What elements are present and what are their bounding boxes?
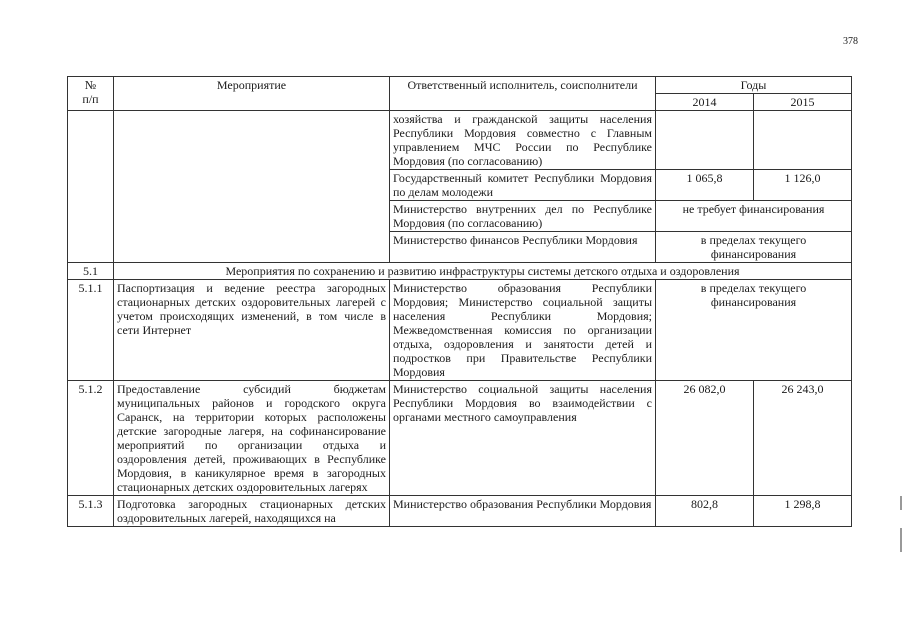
header-executor: Ответственный исполнитель, соисполнители bbox=[390, 77, 656, 111]
cell-2015 bbox=[754, 111, 852, 170]
cell-executor: Министерство образования Республики Мордовия; Министерство социальной защиты населения Республики Мордовия; Межведомственная комиссия по организации отдыха, оздоровления и занятости детей и подростков при Правительстве Республики Мордовия bbox=[390, 280, 656, 381]
cell-2015: 26 243,0 bbox=[754, 381, 852, 496]
table-row bbox=[68, 111, 852, 170]
section-row bbox=[68, 263, 852, 280]
cell-executor: Министерство внутренних дел по Республике Мордовия (по согласованию) bbox=[390, 201, 656, 232]
header-years: Годы bbox=[656, 77, 852, 94]
cell-2015: 1 298,8 bbox=[754, 496, 852, 527]
section-num: 5.1 bbox=[68, 263, 114, 280]
header-year-2014: 2014 bbox=[656, 94, 754, 111]
header-num: № п/п bbox=[68, 77, 114, 111]
cell-funding: в пределах текущего финансирования bbox=[656, 232, 852, 263]
header-activity: Мероприятие bbox=[114, 77, 390, 111]
cell-num bbox=[68, 111, 114, 263]
header-year-2015: 2015 bbox=[754, 94, 852, 111]
section-title: Мероприятия по сохранению и развитию инфраструктуры системы детского отдыха и оздоровления bbox=[114, 263, 852, 280]
cell-num: 5.1.3 bbox=[68, 496, 114, 527]
cell-executor: Министерство образования Республики Мордовия bbox=[390, 496, 656, 527]
cell-activity: Подготовка загородных стационарных детских оздоровительных лагерей, находящихся на bbox=[114, 496, 390, 527]
scan-mark bbox=[900, 528, 902, 552]
cell-executor: Министерство социальной защиты населения Республики Мордовия во взаимодействии с органами местного самоуправления bbox=[390, 381, 656, 496]
table-row bbox=[68, 280, 852, 381]
cell-num: 5.1.2 bbox=[68, 381, 114, 496]
cell-2014: 802,8 bbox=[656, 496, 754, 527]
scan-mark bbox=[900, 496, 902, 510]
cell-2014: 1 065,8 bbox=[656, 170, 754, 201]
cell-executor: хозяйства и гражданской защиты населения Республики Мордовия совместно с Главным управлением МЧС России по Республике Мордовия (по согласованию) bbox=[390, 111, 656, 170]
cell-activity bbox=[114, 111, 390, 263]
cell-executor: Государственный комитет Республики Мордовия по делам молодежи bbox=[390, 170, 656, 201]
page-number: 378 bbox=[843, 36, 858, 47]
cell-2014: 26 082,0 bbox=[656, 381, 754, 496]
cell-executor: Министерство финансов Республики Мордовия bbox=[390, 232, 656, 263]
cell-activity: Паспортизация и ведение реестра загородных стационарных детских оздоровительных лагерей с учетом происходящих изменений, в том числе в сети Интернет bbox=[114, 280, 390, 381]
header-row bbox=[68, 77, 852, 94]
cell-funding: в пределах текущего финансирования bbox=[656, 280, 852, 381]
cell-funding: не требует финансирования bbox=[656, 201, 852, 232]
cell-num: 5.1.1 bbox=[68, 280, 114, 381]
cell-activity: Предоставление субсидий бюджетам муниципальных районов и городского округа Саранск, на территории которых расположены детские загородные лагеря, на софинансирование мероприятий по организации отдыха и оздоровления детей, проживающих в Республике Мордовия, в каникулярное время в загородных стационарных детских оздоровительных лагерях bbox=[114, 381, 390, 496]
program-table bbox=[67, 76, 852, 527]
table-row bbox=[68, 496, 852, 527]
table-row bbox=[68, 381, 852, 496]
cell-2015: 1 126,0 bbox=[754, 170, 852, 201]
cell-2014 bbox=[656, 111, 754, 170]
